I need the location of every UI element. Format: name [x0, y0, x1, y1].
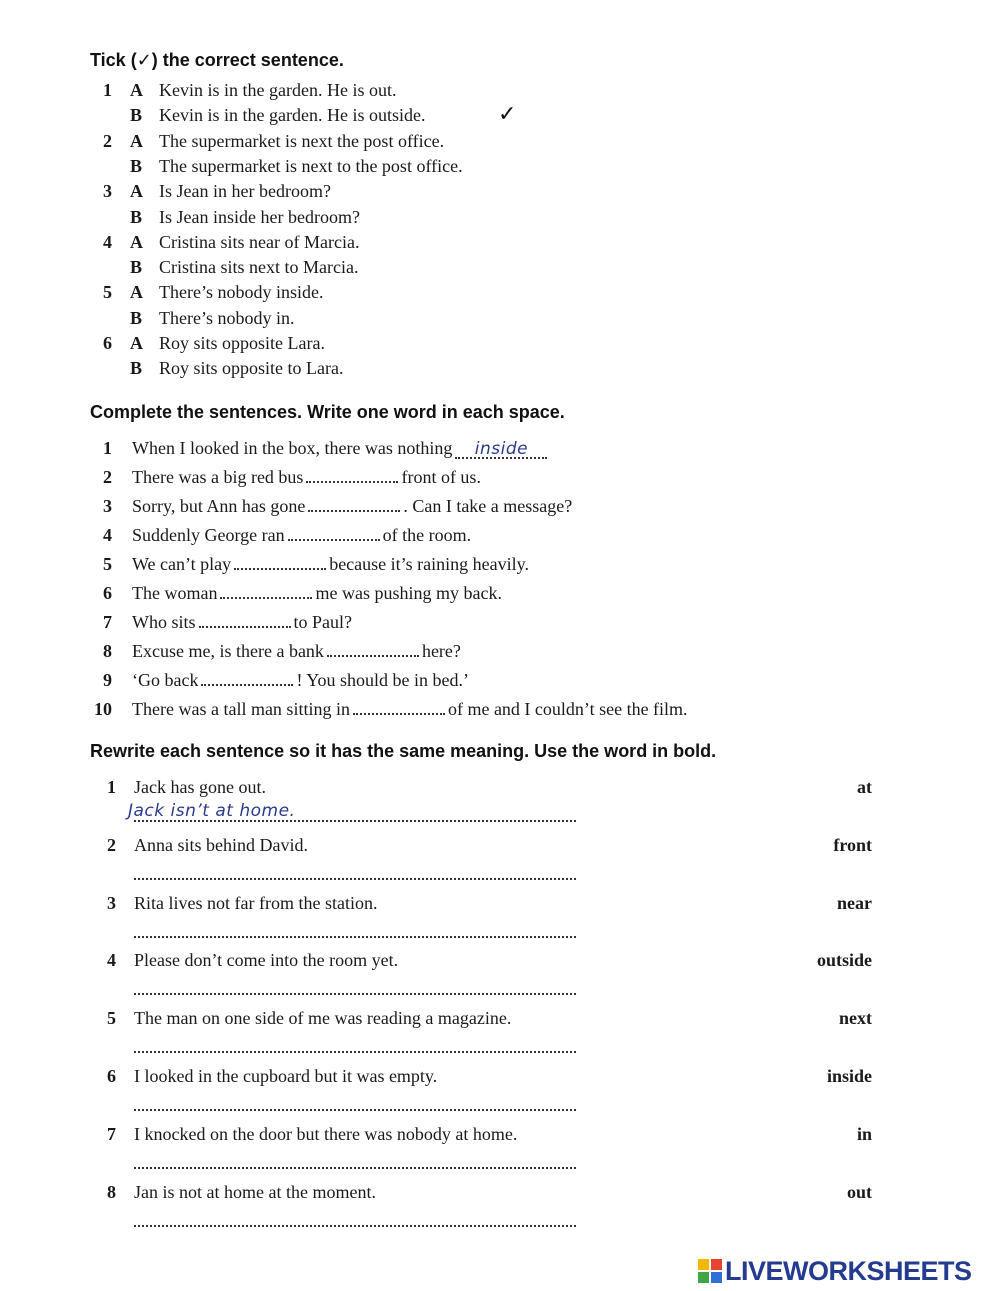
option-letter: B — [130, 155, 143, 176]
rewrite-sentence: The man on one side of me was reading a magazine. — [134, 1008, 512, 1029]
sentence-after: front of us. — [401, 467, 481, 487]
sentence-before: Suddenly George ran — [132, 525, 285, 545]
item-number: 5 — [103, 282, 112, 303]
option-letter: A — [130, 181, 143, 202]
answer-blank[interactable] — [201, 670, 293, 686]
section3-heading: Rewrite each sentence so it has the same meaning. Use the word in bold. — [90, 741, 717, 761]
item-number: 4 — [103, 525, 112, 545]
item-number: 1 — [107, 777, 116, 797]
option-sentence: Kevin is in the garden. He is outside. — [159, 105, 426, 126]
gap-sentence — [132, 698, 688, 720]
bold-keyword: near — [837, 892, 872, 913]
section2-heading: Complete the sentences. Write one word in each space. — [90, 402, 565, 422]
answer-blank[interactable] — [288, 525, 380, 541]
gap-sentence — [132, 640, 461, 662]
gap-sentence — [132, 611, 352, 633]
rewrite-sentence: Jack has gone out. — [134, 777, 266, 797]
item-number: 1 — [103, 80, 112, 100]
gap-sentence — [132, 495, 572, 517]
option-sentence: Cristina sits next to Marcia. — [159, 257, 359, 278]
item-number: 5 — [103, 554, 112, 574]
option-sentence: Roy sits opposite Lara. — [159, 333, 325, 353]
logo-text: LIVEWORKSHEETS — [725, 1256, 972, 1286]
option-sentence: Kevin is in the garden. He is out. — [159, 80, 397, 100]
item-number: 3 — [103, 496, 112, 516]
option-sentence: Cristina sits near of Marcia. — [159, 231, 360, 252]
gap-sentence — [132, 466, 481, 488]
option-letter: B — [130, 307, 143, 328]
item-number: 5 — [107, 1008, 116, 1029]
section1-heading: Tick (✓) the correct sentence. — [90, 50, 344, 70]
option-letter: B — [130, 358, 143, 379]
sentence-before: Excuse me, is there a bank — [132, 641, 324, 661]
item-number: 8 — [107, 1181, 116, 1202]
bold-keyword: outside — [816, 950, 872, 971]
item-number: 2 — [103, 467, 112, 487]
sentence-before: We can’t play — [132, 554, 232, 574]
item-number: 8 — [103, 641, 112, 661]
bold-keyword: at — [857, 777, 872, 797]
answer-line[interactable] — [134, 1151, 576, 1169]
option-letter: B — [130, 257, 143, 278]
answer-line[interactable] — [134, 1209, 576, 1227]
option-letter: A — [130, 333, 143, 353]
item-number: 1 — [103, 438, 112, 458]
option-sentence: Is Jean in her bedroom? — [159, 181, 331, 202]
rewrite-sentence: Rita lives not far from the station. — [134, 892, 378, 913]
item-number: 7 — [103, 612, 112, 632]
item-number: 9 — [103, 670, 112, 690]
bold-keyword: in — [856, 1123, 872, 1144]
item-number: 6 — [103, 333, 112, 353]
sentence-before: There was a tall man sitting in — [132, 699, 350, 719]
option-letter: A — [130, 282, 143, 303]
option-letter: A — [130, 130, 143, 151]
answer-blank[interactable] — [306, 467, 398, 483]
answer-blank[interactable] — [455, 440, 547, 459]
sentence-before: ‘Go back — [132, 670, 199, 690]
item-number: 2 — [107, 834, 116, 855]
rewrite-sentence: Jan is not at home at the moment. — [134, 1181, 376, 1202]
tick-mark-icon: ✓ — [498, 101, 517, 127]
bold-keyword: front — [833, 834, 872, 855]
answer-blank[interactable] — [308, 496, 400, 512]
option-sentence: The supermarket is next to the post office. — [159, 155, 463, 176]
option-sentence: There’s nobody inside. — [159, 282, 324, 303]
gap-sentence — [132, 669, 469, 691]
answer-line[interactable] — [134, 977, 576, 995]
sentence-before: Who sits — [132, 612, 196, 632]
option-sentence: Roy sits opposite to Lara. — [159, 358, 344, 379]
answer-blank[interactable] — [353, 699, 445, 715]
option-letter: A — [130, 231, 143, 252]
item-number: 3 — [107, 892, 116, 913]
rewrite-sentence: Please don’t come into the room yet. — [134, 950, 399, 971]
item-number: 10 — [94, 699, 112, 719]
sentence-before: There was a big red bus — [132, 467, 304, 487]
sentence-after: ! You should be in bed.’ — [296, 670, 469, 690]
item-number: 4 — [107, 950, 116, 971]
gap-sentence — [132, 582, 502, 604]
item-number: 7 — [107, 1123, 116, 1144]
item-number: 6 — [107, 1066, 116, 1086]
sentence-after: to Paul? — [293, 612, 353, 632]
sentence-after: of me and I couldn’t see the film. — [447, 699, 688, 719]
handwritten-answer: Jack isn’t at home. — [128, 801, 296, 821]
sentence-after: of the room. — [382, 525, 472, 545]
option-sentence: Is Jean inside her bedroom? — [159, 206, 360, 227]
rewrite-sentence: I knocked on the door but there was nobody at home. — [134, 1123, 518, 1144]
bold-keyword: out — [846, 1181, 872, 1202]
handwritten-answer: inside — [474, 439, 529, 459]
answer-line[interactable] — [134, 1035, 576, 1053]
rewrite-sentence: Anna sits behind David. — [134, 834, 308, 855]
option-sentence: There’s nobody in. — [159, 307, 295, 328]
answer-line[interactable] — [134, 1093, 576, 1111]
bold-keyword: next — [839, 1008, 872, 1029]
logo-grid-icon — [698, 1259, 722, 1283]
item-number: 4 — [103, 231, 112, 252]
answer-blank[interactable] — [327, 641, 419, 657]
item-number: 3 — [103, 181, 112, 202]
answer-blank[interactable] — [199, 612, 291, 628]
option-letter: B — [130, 105, 143, 126]
item-number: 6 — [103, 583, 112, 603]
gap-sentence — [132, 553, 529, 575]
answer-blank[interactable] — [234, 554, 326, 570]
option-letter: B — [130, 206, 143, 227]
sentence-before: When I looked in the box, there was nothing — [132, 438, 453, 458]
sentence-after: here? — [421, 641, 461, 661]
sentence-after: because it’s raining heavily. — [329, 554, 529, 574]
gap-sentence — [132, 437, 550, 459]
item-number: 2 — [103, 130, 112, 151]
sentence-after: me was pushing my back. — [315, 583, 502, 603]
answer-line[interactable] — [134, 862, 576, 880]
rewrite-sentence: I looked in the cupboard but it was empty. — [134, 1066, 438, 1086]
sentence-after: . Can I take a message? — [403, 496, 573, 516]
gap-sentence — [132, 524, 471, 546]
option-sentence: The supermarket is next the post office. — [159, 130, 445, 151]
option-letter: A — [130, 80, 143, 100]
answer-line[interactable] — [134, 920, 576, 938]
sentence-before: The woman — [132, 583, 218, 603]
bold-keyword: inside — [826, 1066, 872, 1086]
answer-line[interactable] — [128, 801, 576, 822]
answer-blank[interactable] — [220, 583, 312, 599]
sentence-before: Sorry, but Ann has gone — [132, 496, 306, 516]
